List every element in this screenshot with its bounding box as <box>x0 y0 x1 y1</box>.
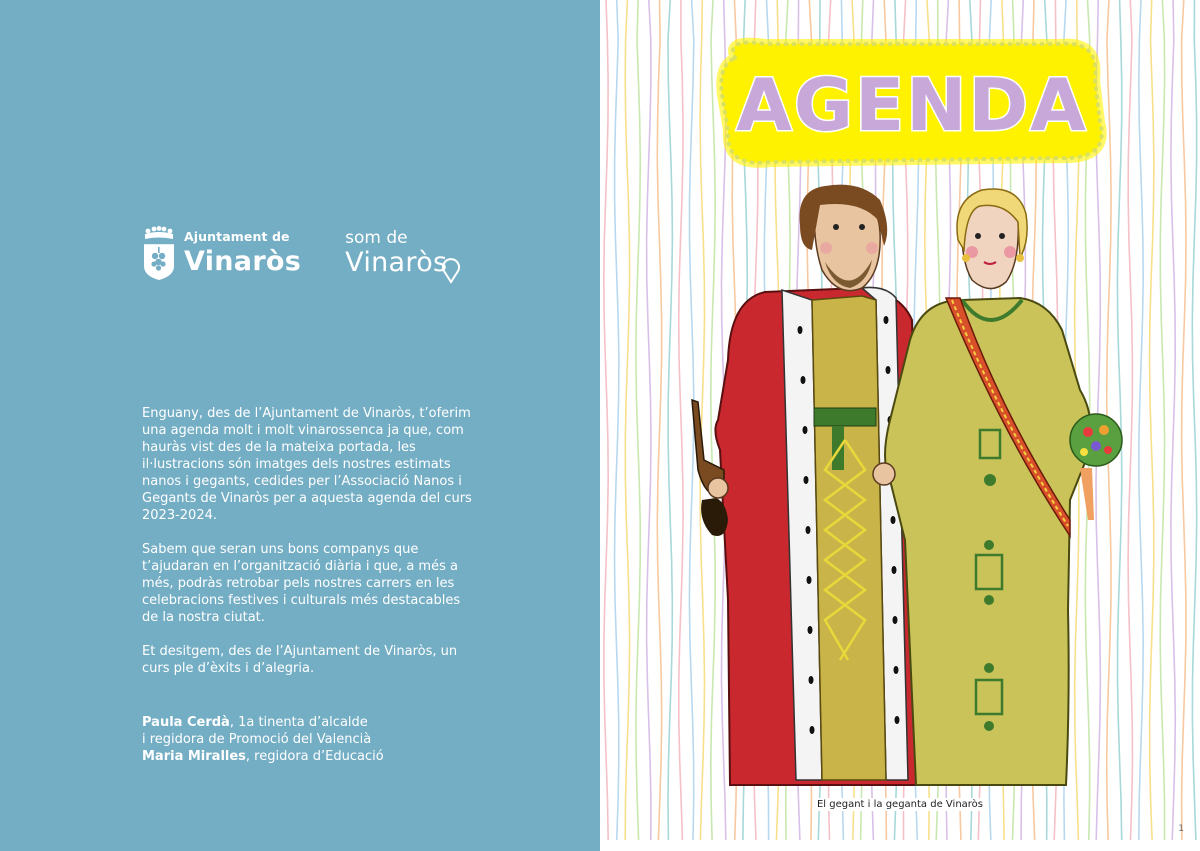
paragraph-1: Enguany, des de l’Ajuntament de Vinaròs, t’oferim una agenda molt i molt vinarossenca ja que, com hauràs vist des de la mateixa portada, les il·lustracions són imatges dels nostres estimats nanos i gegants, cedides per l’Associació Nanos i Gegants de Vinaròs per a aquesta agenda del curs 2023-2024. <box>142 406 472 523</box>
page-number: 1 <box>1178 824 1184 834</box>
ajuntament-logo <box>142 226 301 280</box>
ajuntament-label: Ajuntament de <box>184 229 290 245</box>
signature <box>142 714 384 765</box>
giants-illustration <box>600 0 1200 851</box>
agenda-title-banner <box>721 43 1101 163</box>
signer-1-role: , 1a tinenta d’alcalde <box>229 715 368 730</box>
vinaros-label: Vinaròs <box>184 245 302 277</box>
som-vinaros-label: Vinaròs <box>345 247 448 278</box>
signer-1-role-line2: i regidora de Promoció del Valencià <box>142 732 372 747</box>
location-pin-icon <box>441 258 461 284</box>
signer-2-name: Maria Miralles <box>142 749 246 764</box>
signer-1-name: Paula Cerdà <box>142 715 230 730</box>
paragraph-2: Sabem que seran uns bons companys que t’ajudaran en l’organització diària i que, a més a més, podràs retrobar pels nostres carrers en les celebracions festives i culturals més destacables de la nostra ciutat. <box>142 542 461 625</box>
illustration-caption: El gegant i la geganta de Vinaròs <box>816 799 984 810</box>
som-de-label: som de <box>345 228 408 248</box>
vinaros-crest-icon <box>142 226 176 280</box>
paragraph-3: Et desitgem, des de l’Ajuntament de Vinaròs, un curs ple d’èxits i d’alegria. <box>142 644 458 676</box>
right-page <box>600 0 1200 851</box>
som-de-vinaros-logo <box>345 230 447 276</box>
intro-text <box>142 405 472 694</box>
logos <box>142 226 447 280</box>
agenda-title: AGENDA <box>736 63 1088 147</box>
signer-2-role: , regidora d’Educació <box>245 749 384 764</box>
